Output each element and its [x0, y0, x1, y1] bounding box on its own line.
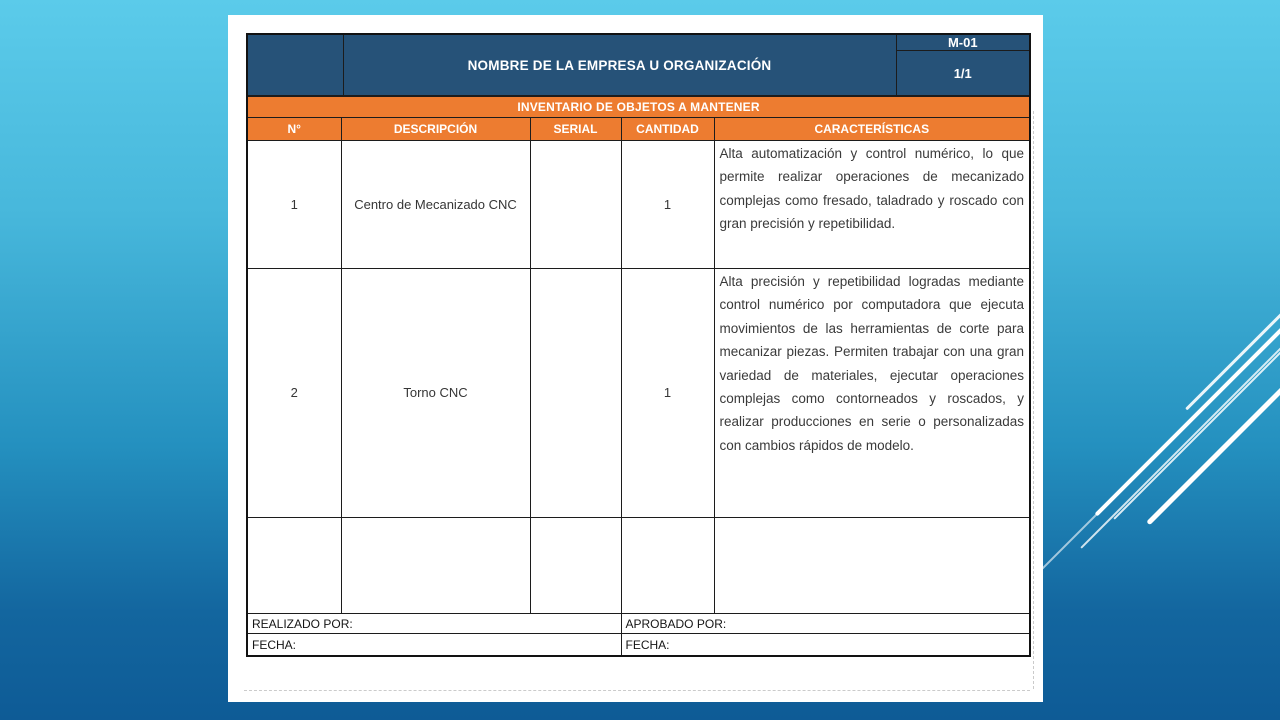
banner-title: INVENTARIO DE OBJETOS A MANTENER [247, 97, 1030, 118]
inventory-table [246, 96, 1031, 657]
fecha-izquierda-label: FECHA: [247, 634, 621, 657]
cell-cantidad: 1 [621, 269, 714, 518]
logo-cell [247, 34, 343, 96]
table-row [247, 518, 1030, 614]
cell-cantidad [621, 518, 714, 614]
col-header-serial: SERIAL [530, 118, 621, 141]
cell-descripcion: Torno CNC [341, 269, 530, 518]
page-number: 1/1 [896, 51, 1030, 96]
fecha-derecha-label: FECHA: [621, 634, 1030, 657]
cell-serial [530, 141, 621, 269]
cell-caracteristicas: Alta precisión y repetibilidad logradas mediante control numérico por computadora que ejecuta movimientos de las herramientas de corte para mecanizar piezas. Permiten trabajar con una gran variedad de materiales, ejecutar operaciones complejas como contorneados y roscados, y realizar producciones en serie o personalizadas con cambios rápidos de modelo. [714, 269, 1030, 518]
inventory-document [246, 33, 1029, 657]
diagonal-streak [1080, 257, 1280, 548]
col-header-numero: N° [247, 118, 341, 141]
cell-descripcion [341, 518, 530, 614]
document-code: M-01 [896, 34, 1030, 51]
diagonal-streak [1185, 256, 1280, 410]
cell-caracteristicas: Alta automatización y control numérico, lo que permite realizar operaciones de mecanizado complejas como fresado, taladrado y roscado con gran precisión y repetibilidad. [714, 141, 1030, 269]
diagonal-streak [1146, 249, 1280, 525]
table-row [247, 269, 1030, 518]
company-title: NOMBRE DE LA EMPRESA U ORGANIZACIÓN [343, 34, 896, 96]
cell-numero: 1 [247, 141, 341, 269]
document-card [228, 15, 1043, 702]
footer-row-dates [247, 634, 1030, 657]
realizado-por-label: REALIZADO POR: [247, 614, 621, 634]
footer-row-signatures [247, 614, 1030, 634]
cell-cantidad: 1 [621, 141, 714, 269]
page-break-line-horizontal [244, 690, 1030, 691]
document-header-table [246, 33, 1031, 96]
column-header-row [247, 118, 1030, 141]
col-header-caracteristicas: CARACTERÍSTICAS [714, 118, 1030, 141]
cell-descripcion: Centro de Mecanizado CNC [341, 141, 530, 269]
banner-row [247, 97, 1030, 118]
col-header-descripcion: DESCRIPCIÓN [341, 118, 530, 141]
diagonal-streak [1041, 264, 1280, 569]
col-header-cantidad: CANTIDAD [621, 118, 714, 141]
aprobado-por-label: APROBADO POR: [621, 614, 1030, 634]
page-break-line-vertical [1033, 111, 1034, 689]
diagonal-streak [1113, 246, 1280, 520]
cell-serial [530, 269, 621, 518]
cell-numero: 2 [247, 269, 341, 518]
cell-caracteristicas [714, 518, 1030, 614]
cell-serial [530, 518, 621, 614]
cell-numero [247, 518, 341, 614]
table-row [247, 141, 1030, 269]
